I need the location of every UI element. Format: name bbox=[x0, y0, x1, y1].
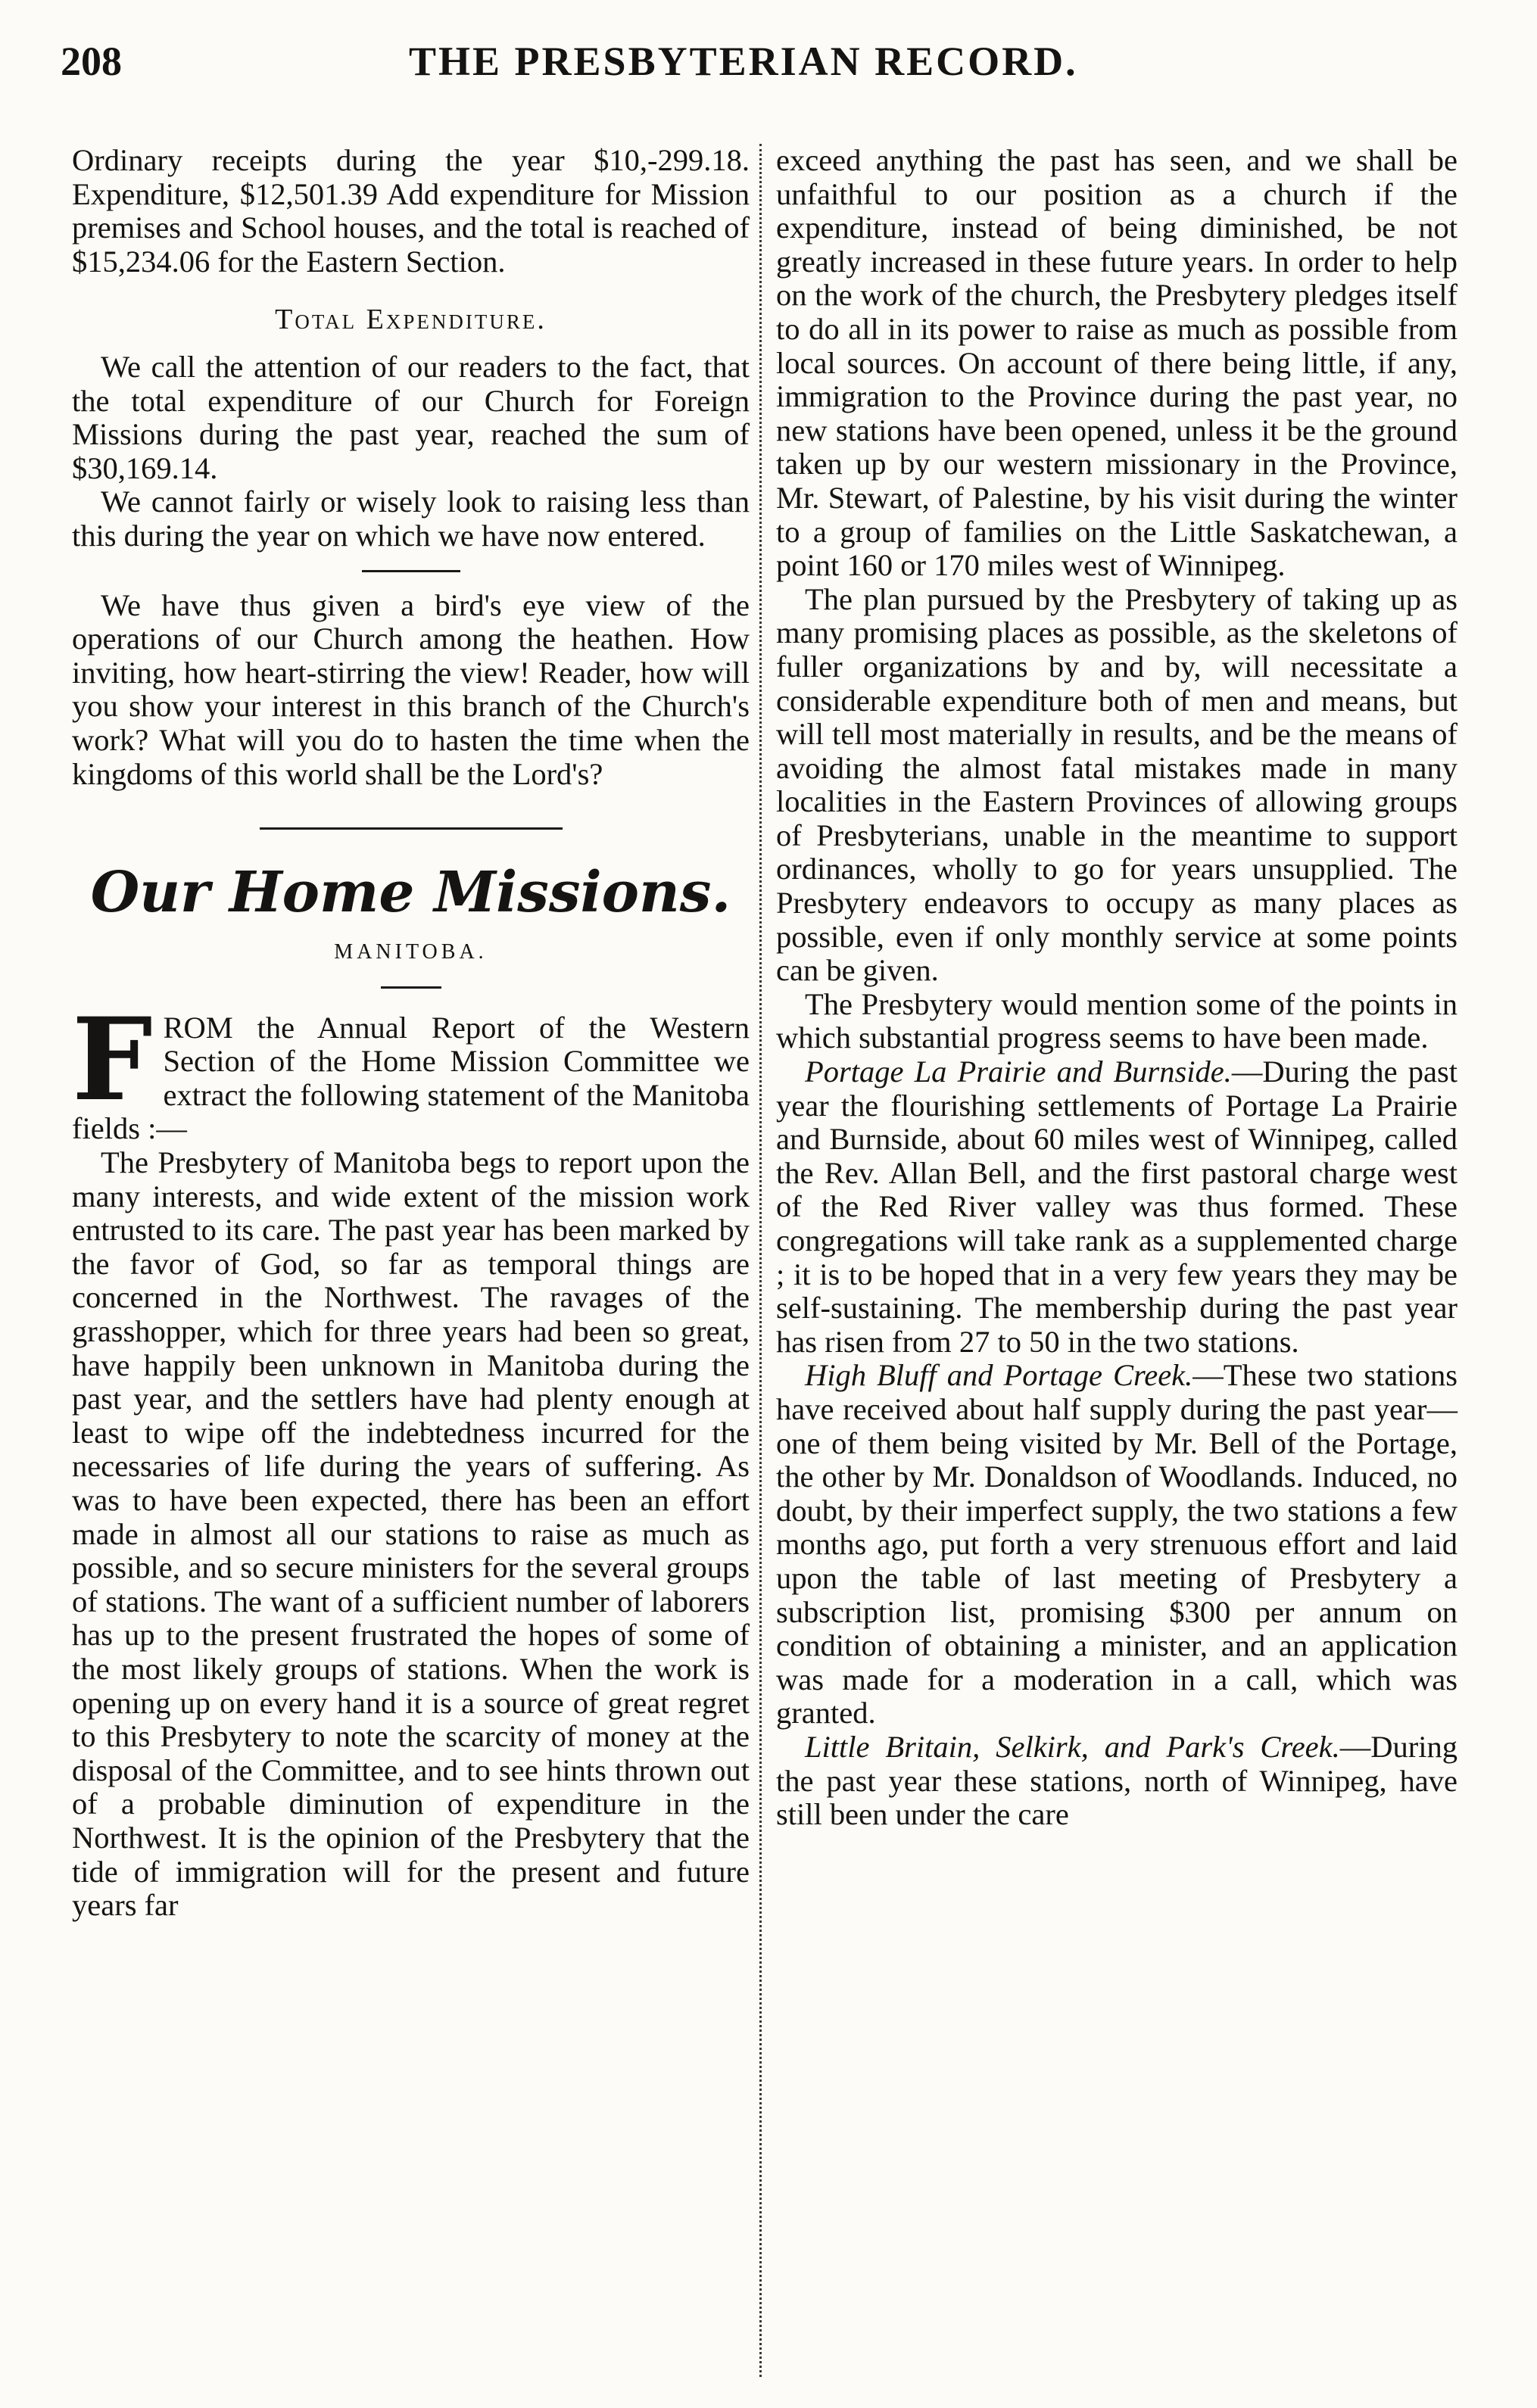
high-bluff-text: —These two stations have received about half supply during the past year—one of them being visited by Mr. Bell of the Portage, the other by Mr. Donaldson of Woodlands. Induced, no doubt, by their imperfect supply, the two stations a few months ago, put forth a very strenuous effort and laid upon the table of last meeting of Presbytery a subscription list, promising $300 per annum on condition of obtaining a minister, and an application was made for a moderation in a call, which was granted. bbox=[776, 1358, 1458, 1730]
paragraph-progress: The Presbytery would mention some of the points in which substantial progress seems to have been made. bbox=[776, 986, 1458, 1055]
running-title: THE PRESBYTERIAN RECORD. bbox=[409, 39, 1078, 84]
intro-text: ROM the Annual Report of the Western Section of the Home Mission Committee we extract the following statement of the Manitoba fields :— bbox=[72, 1010, 750, 1146]
section-subtitle: MANITOBA. bbox=[334, 940, 488, 964]
paragraph-continued: exceed anything the past has seen, and we shall be unfaithful to our position as a church if the expenditure, instead of being diminished, be not greatly increased in these future years. In order to help on the work of the church, the Presbytery pledges itself to do all in its power to raise as much as possible from local sources. On account of there being little, if any, immigration to the Province during the past year, no new stations have been opened, unless it be the ground taken up by our western missionary in the Province, Mr. Stewart, of Palestine, by his visit during the winter to a group of families on the Little Saskatchewan, a point 160 or 170 miles west of Winnipeg. bbox=[776, 143, 1458, 583]
paragraph-presbytery-report: The Presbytery of Manitoba begs to report upon the many interests, and wide extent of the mission work entrusted to its care. The past year has been marked by the favor of God, so far as temporal things are concerned in the Northwest. The ravages of the grasshopper, which for three years had been so great, have happily been unknown in Manitoba during the past year, and the settlers have had plenty enough at least to wipe off the indebtedness incurred for the necessaries of life during the years of suffering. As was to have been expected, there has been an effort made in almost all our stations to raise as much as possible, and so secure ministers for the several groups of stations. The want of a sufficient number of laborers has up to the present frustrated the hopes of some of the most likely groups of stations. When the work is opening up on every hand it is a source of great regret to this Presbytery to note the scarcity of money at the disposal of the Committee, and to see hints thrown out of a probable diminution of expenditure in the Northwest. It is the opinion of the Presbytery that the tide of immigration will for the present and future years far bbox=[72, 1145, 750, 1923]
portage-text: —During the past year the flourishing settlements of Portage La Prairie and Burnside, about 60 miles west of Winnipeg, called the Rev. Allan Bell, and the first pastoral charge west of the Red River valley was thus formed. These congregations will take rank as a supplemented charge ; it is to be hoped that in a very few years they may be self-sustaining. The membership during the past year has risen from 27 to 50 in the two stations. bbox=[776, 1054, 1458, 1359]
right-column bbox=[776, 144, 1458, 1832]
drop-cap: F bbox=[72, 992, 153, 1126]
short-rule bbox=[362, 570, 460, 572]
paragraph-raising: We cannot fairly or wisely look to raising less than this during the year on which we have now entered. bbox=[72, 484, 750, 553]
paragraph-high-bluff bbox=[776, 1359, 1458, 1730]
page-header bbox=[0, 38, 1484, 91]
place-little-britain: Little Britain, Selkirk, and Park's Creek. bbox=[805, 1729, 1340, 1764]
section-rule bbox=[260, 827, 563, 830]
page-number: 208 bbox=[61, 39, 122, 84]
paragraph-birds-eye: We have thus given a bird's eye view of the operations of our Church among the heathen. How inviting, how heart-stirring the view! Reader, how will you show your interest in this branch of the Church's work? What will you do to hasten the time when the kingdoms of this world shall be the Lord's? bbox=[72, 587, 750, 791]
place-high-bluff: High Bluff and Portage Creek. bbox=[805, 1358, 1193, 1393]
section-title: Our Home Missions. bbox=[90, 860, 731, 926]
paragraph-total-attention: We call the attention of our readers to the fact, that the total expenditure of our Church for Foreign Missions during the past year, reached the sum of $30,169.14. bbox=[72, 349, 750, 485]
column-divider bbox=[759, 144, 762, 2377]
left-column bbox=[72, 144, 750, 1923]
little-britain-text: —During the past year these stations, north of Winnipeg, have still been under the care bbox=[776, 1729, 1458, 1832]
paragraph-little-britain bbox=[776, 1730, 1458, 1832]
paragraph-plan: The plan pursued by the Presbytery of taking up as many promising places as possible, as the skeletons of fuller organizations by and by, will necessitate a considerable expenditure both of men and means, but will tell most materially in results, and be the means of avoiding the almost fatal mistakes made in many localities in the Eastern Provinces of allowing groups of Presbyterians, unable in the meantime to support ordinances, wholly to go for years unsupplied. The Presbytery endeavors to occupy as many places as possible, even if only monthly service at some points can be given. bbox=[776, 581, 1458, 988]
place-portage: Portage La Prairie and Burnside. bbox=[805, 1054, 1232, 1089]
paragraph-portage bbox=[776, 1055, 1458, 1359]
subtitle-rule bbox=[381, 986, 441, 989]
paragraph-receipts: Ordinary receipts during the year $10,-299.18. Expenditure, $12,501.39 Add expenditure for Mission premises and School houses, and the total is reached of $15,234.06 for the Eastern Section. bbox=[72, 143, 750, 279]
paragraph-intro bbox=[72, 992, 750, 1146]
heading-total-expenditure: Total Expenditure. bbox=[275, 304, 547, 336]
